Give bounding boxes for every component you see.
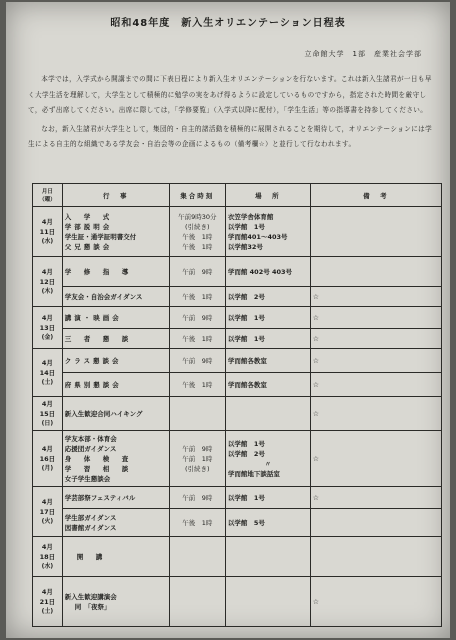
event-cell: 学芸部祭フェスティバル — [62, 487, 169, 509]
table-row — [33, 537, 442, 577]
event-cell: 学友会・自治会ガイダンス — [62, 287, 169, 307]
organization-name: 立命館大学 1部 産業社会学部 — [304, 50, 422, 58]
table-row — [33, 307, 442, 329]
table-row — [33, 257, 442, 287]
event-cell: 学友本部・体育会 応援団ガイダンス 身 体 検 査 学 習 相 談 女子学生懇談会 — [62, 431, 169, 487]
intro-text — [28, 72, 436, 156]
time-cell: 午前 9時 — [169, 257, 225, 287]
notes-cell: ☆ — [310, 487, 441, 509]
table-row — [33, 329, 442, 349]
date-cell: 4月 18日 (水) — [33, 537, 63, 577]
table-row — [33, 509, 442, 537]
date-cell: 4月 17日 (火) — [33, 487, 63, 537]
place-cell: 以学館 1号 以学館 2号 〃 学而館地下談話室 — [225, 431, 310, 487]
header-notes: 備 考 — [310, 184, 441, 207]
place-cell — [225, 537, 310, 577]
place-cell: 衣笠学舎体育館 以学館 1号 学而館401～403号 以学館32号 — [225, 207, 310, 257]
time-cell — [169, 397, 225, 431]
place-cell: 以学館 5号 — [225, 509, 310, 537]
place-cell: 以学館 1号 — [225, 307, 310, 329]
place-cell: 学而館各教室 — [225, 373, 310, 397]
table-row — [33, 207, 442, 257]
intro-paragraph-2: なお，新入生諸君が大学生として，集団的・自主的諸活動を積極的に展開されることを期待して，オリエンテーションには学生による自主的な組織である学友会・自治会等の企画によるもの（備考欄☆）と並行して行なわれます。 — [28, 124, 433, 148]
time-cell: 午前 9時 午前 1時 (引続き) — [169, 431, 225, 487]
schedule-table — [32, 183, 442, 627]
place-cell — [225, 577, 310, 627]
notes-cell — [310, 257, 441, 287]
header-date: 月日（曜） — [33, 184, 63, 207]
table-row — [33, 349, 442, 373]
table-row — [33, 397, 442, 431]
time-cell: 午前 9時 — [169, 349, 225, 373]
table-row — [33, 577, 442, 627]
document-title: 昭和48年度 新入生オリエンテーション日程表 — [110, 18, 346, 29]
notes-cell — [310, 207, 441, 257]
notes-cell: ☆ — [310, 329, 441, 349]
header-event: 行 事 — [62, 184, 169, 207]
table-row — [33, 487, 442, 509]
notes-cell: ☆ — [310, 373, 441, 397]
time-cell: 午後 1時 — [169, 329, 225, 349]
notes-cell: ☆ — [310, 397, 441, 431]
table-header-row — [33, 184, 442, 207]
table-row — [33, 373, 442, 397]
place-cell: 学而館各教室 — [225, 349, 310, 373]
header-time: 集合時刻 — [169, 184, 225, 207]
date-cell: 4月 14日 (土) — [33, 349, 63, 397]
date-cell: 4月 12日 (木) — [33, 257, 63, 307]
time-cell: 午後 1時 — [169, 509, 225, 537]
notes-cell: ☆ — [310, 307, 441, 329]
date-cell: 4月 13日 (金) — [33, 307, 63, 349]
time-cell — [169, 577, 225, 627]
time-cell: 午後 1時 — [169, 373, 225, 397]
notes-cell — [310, 509, 441, 537]
event-cell: 新入生歓迎合同ハイキング — [62, 397, 169, 431]
time-cell — [169, 537, 225, 577]
date-cell: 4月 16日 (月) — [33, 431, 63, 487]
event-cell: 新入生歓迎講演会 同 「夜祭」 — [62, 577, 169, 627]
place-cell: 以学館 2号 — [225, 287, 310, 307]
place-cell: 以学館 1号 — [225, 487, 310, 509]
time-cell: 午前 9時 — [169, 487, 225, 509]
place-cell — [225, 397, 310, 431]
header-place: 場 所 — [225, 184, 310, 207]
place-cell: 以学館 1号 — [225, 329, 310, 349]
table-row — [33, 431, 442, 487]
table-row — [33, 287, 442, 307]
event-cell: 入 学 式 学部説明会 学生証・通学証明書交付 父兄懇談会 — [62, 207, 169, 257]
time-cell: 午後 1時 — [169, 287, 225, 307]
event-cell: 学 修 指 導 — [62, 257, 169, 287]
intro-paragraph-1: 本学では，入学式から開講までの間に下表日程により新入生オリエンテーションを行ないます。これは新入生諸君が一日も早く大学生活を理解して，大学生として積極的に勉学の実をあげ得るように設定しているものですから，指定された時間を厳守して，必ず出席してください。出席に際しては，「学修要覧」（入学式以降に配付），「学生生活」等の指導書を持参してください。 — [28, 75, 432, 114]
event-cell: 開 講 — [62, 537, 169, 577]
date-cell: 4月 21日 (土) — [33, 577, 63, 627]
time-cell: 午前 9時 — [169, 307, 225, 329]
date-cell: 4月 11日 (水) — [33, 207, 63, 257]
event-cell: クラス懇談会 — [62, 349, 169, 373]
event-cell: 学生部ガイダンス 図書館ガイダンス — [62, 509, 169, 537]
time-cell: 午前9時30分 (引続き) 午後 1時 午後 1時 — [169, 207, 225, 257]
notes-cell: ☆ — [310, 349, 441, 373]
date-cell: 4月 15日 (日) — [33, 397, 63, 431]
notes-cell: ☆ — [310, 577, 441, 627]
notes-cell — [310, 537, 441, 577]
orientation-schedule-sheet — [6, 2, 450, 638]
event-cell: 講演・映画会 — [62, 307, 169, 329]
event-cell: 三 者 懇 談 — [62, 329, 169, 349]
place-cell: 学而館 402号 403号 — [225, 257, 310, 287]
notes-cell: ☆ — [310, 431, 441, 487]
event-cell: 府県別懇談会 — [62, 373, 169, 397]
notes-cell: ☆ — [310, 287, 441, 307]
